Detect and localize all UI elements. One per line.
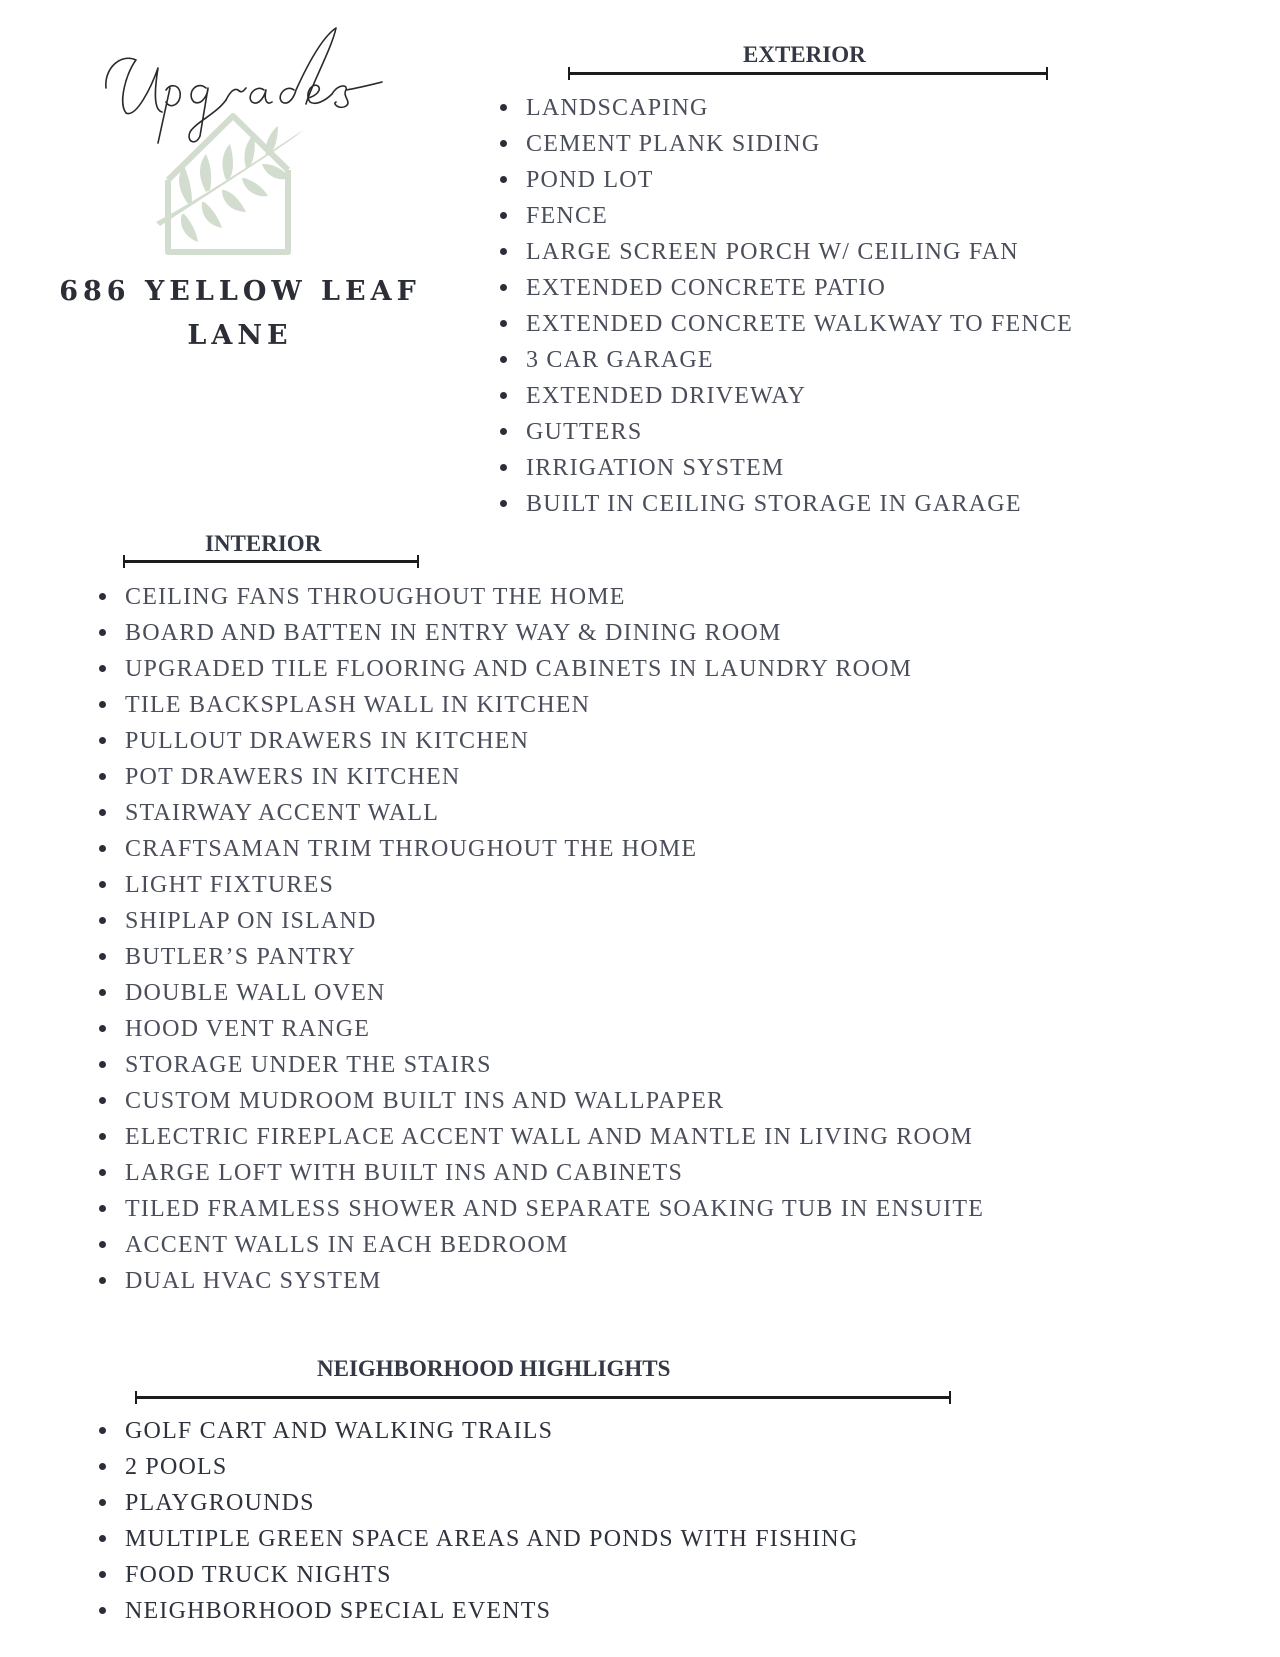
list-item: EXTENDED CONCRETE WALKWAY TO FENCE <box>498 306 1073 342</box>
list-item: ELECTRIC FIREPLACE ACCENT WALL AND MANTLE IN LIVING ROOM <box>97 1119 984 1155</box>
house-leaf-icon <box>148 110 318 258</box>
exterior-heading: EXTERIOR <box>743 42 866 67</box>
list-item: TILED FRAMLESS SHOWER AND SEPARATE SOAKING TUB IN ENSUITE <box>97 1191 984 1227</box>
interior-list <box>97 579 984 1299</box>
list-item: CEMENT PLANK SIDING <box>498 126 1073 162</box>
list-item: SHIPLAP ON ISLAND <box>97 903 984 939</box>
list-item: STORAGE UNDER THE STAIRS <box>97 1047 984 1083</box>
list-item: 2 POOLS <box>97 1449 858 1485</box>
list-item: FOOD TRUCK NIGHTS <box>97 1557 858 1593</box>
list-item: GOLF CART AND WALKING TRAILS <box>97 1413 858 1449</box>
exterior-list <box>498 90 1073 522</box>
list-item: POT DRAWERS IN KITCHEN <box>97 759 984 795</box>
list-item: STAIRWAY ACCENT WALL <box>97 795 984 831</box>
list-item: BUILT IN CEILING STORAGE IN GARAGE <box>498 486 1073 522</box>
list-item: LIGHT FIXTURES <box>97 867 984 903</box>
list-item: PLAYGROUNDS <box>97 1485 858 1521</box>
list-item: NEIGHBORHOOD SPECIAL EVENTS <box>97 1593 858 1629</box>
list-item: IRRIGATION SYSTEM <box>498 450 1073 486</box>
property-address: 686 YELLOW LEAF LANE <box>59 276 421 351</box>
list-item: UPGRADED TILE FLOORING AND CABINETS IN LAUNDRY ROOM <box>97 651 984 687</box>
list-item: TILE BACKSPLASH WALL IN KITCHEN <box>97 687 984 723</box>
list-item: BUTLER’S PANTRY <box>97 939 984 975</box>
list-item: DOUBLE WALL OVEN <box>97 975 984 1011</box>
list-item: 3 CAR GARAGE <box>498 342 1073 378</box>
list-item: DUAL HVAC SYSTEM <box>97 1263 984 1299</box>
list-item: LARGE LOFT WITH BUILT INS AND CABINETS <box>97 1155 984 1191</box>
exterior-heading-rule <box>568 72 1048 75</box>
list-item: ACCENT WALLS IN EACH BEDROOM <box>97 1227 984 1263</box>
neighborhood-list <box>97 1413 858 1629</box>
list-item: LARGE SCREEN PORCH W/ CEILING FAN <box>498 234 1073 270</box>
list-item: HOOD VENT RANGE <box>97 1011 984 1047</box>
list-item: MULTIPLE GREEN SPACE AREAS AND PONDS WITH FISHING <box>97 1521 858 1557</box>
interior-heading-rule <box>123 560 419 563</box>
list-item: FENCE <box>498 198 1073 234</box>
list-item: CRAFTSAMAN TRIM THROUGHOUT THE HOME <box>97 831 984 867</box>
list-item: POND LOT <box>498 162 1073 198</box>
list-item: PULLOUT DRAWERS IN KITCHEN <box>97 723 984 759</box>
list-item: GUTTERS <box>498 414 1073 450</box>
list-item: EXTENDED CONCRETE PATIO <box>498 270 1073 306</box>
neighborhood-heading: NEIGHBORHOOD HIGHLIGHTS <box>317 1356 671 1381</box>
list-item: LANDSCAPING <box>498 90 1073 126</box>
interior-heading: INTERIOR <box>205 531 322 556</box>
list-item: BOARD AND BATTEN IN ENTRY WAY & DINING ROOM <box>97 615 984 651</box>
list-item: EXTENDED DRIVEWAY <box>498 378 1073 414</box>
list-item: CUSTOM MUDROOM BUILT INS AND WALLPAPER <box>97 1083 984 1119</box>
list-item: CEILING FANS THROUGHOUT THE HOME <box>97 579 984 615</box>
neighborhood-heading-rule <box>135 1396 951 1399</box>
